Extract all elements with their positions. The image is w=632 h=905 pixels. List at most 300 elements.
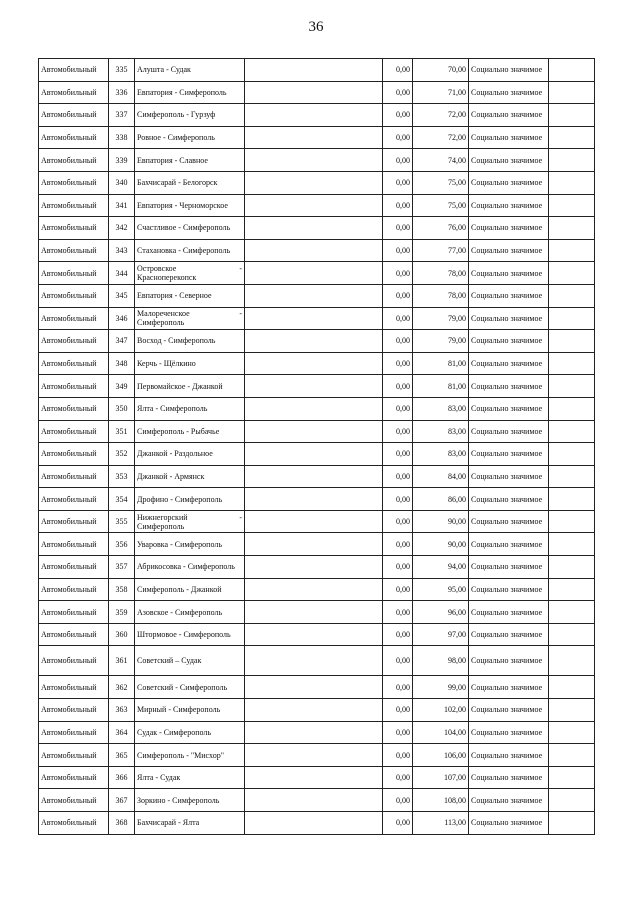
empty-cell (245, 217, 383, 240)
base-fare-cell: 0,00 (383, 766, 413, 789)
table-row (39, 330, 595, 353)
empty-cell (549, 330, 595, 353)
route-name-cell: Стахановка - Симферополь (135, 239, 245, 262)
transport-type-cell: Автомобильный (39, 194, 109, 217)
route-status-cell: Социально значимое (469, 533, 549, 556)
base-fare-cell: 0,00 (383, 789, 413, 812)
base-fare-cell: 0,00 (383, 510, 413, 533)
route-name-cell: Штормовое - Симферополь (135, 623, 245, 646)
empty-cell (549, 646, 595, 676)
empty-cell (245, 397, 383, 420)
transport-type-cell: Автомобильный (39, 510, 109, 533)
table-row (39, 81, 595, 104)
empty-cell (549, 126, 595, 149)
fare-cell: 78,00 (413, 284, 469, 307)
empty-cell (245, 721, 383, 744)
table-row (39, 420, 595, 443)
route-name-cell: Симферополь - Рыбачье (135, 420, 245, 443)
transport-type-cell: Автомобильный (39, 330, 109, 353)
fare-cell: 86,00 (413, 488, 469, 511)
route-name-cell: Судак - Симферополь (135, 721, 245, 744)
base-fare-cell: 0,00 (383, 397, 413, 420)
empty-cell (549, 262, 595, 285)
empty-cell (245, 171, 383, 194)
empty-cell (549, 488, 595, 511)
empty-cell (245, 104, 383, 127)
page-number: 36 (308, 19, 324, 35)
route-status-cell: Социально значимое (469, 397, 549, 420)
route-name-cell: Евпатория - Славное (135, 149, 245, 172)
base-fare-cell: 0,00 (383, 81, 413, 104)
route-number-cell: 366 (109, 766, 135, 789)
empty-cell (245, 744, 383, 767)
table-row (39, 262, 595, 285)
route-name-cell: Первомайское - Джанкой (135, 375, 245, 398)
route-number-cell: 336 (109, 81, 135, 104)
base-fare-cell: 0,00 (383, 533, 413, 556)
route-name-cell (135, 307, 245, 330)
routes-table (38, 58, 595, 835)
transport-type-cell: Автомобильный (39, 488, 109, 511)
transport-type-cell: Автомобильный (39, 646, 109, 676)
transport-type-cell: Автомобильный (39, 789, 109, 812)
table-row (39, 623, 595, 646)
base-fare-cell: 0,00 (383, 578, 413, 601)
empty-cell (245, 533, 383, 556)
route-name-cell: Уваровка - Симферополь (135, 533, 245, 556)
table-row (39, 239, 595, 262)
table-row (39, 126, 595, 149)
route-status-cell: Социально значимое (469, 352, 549, 375)
route-number-cell: 351 (109, 420, 135, 443)
fare-cell: 79,00 (413, 330, 469, 353)
empty-cell (549, 721, 595, 744)
route-name-cell: Восход - Симферополь (135, 330, 245, 353)
fare-cell: 107,00 (413, 766, 469, 789)
table-row (39, 721, 595, 744)
route-number-cell: 339 (109, 149, 135, 172)
transport-type-cell: Автомобильный (39, 59, 109, 82)
fare-cell: 108,00 (413, 789, 469, 812)
route-number-cell: 348 (109, 352, 135, 375)
route-status-cell: Социально значимое (469, 812, 549, 835)
route-status-cell: Социально значимое (469, 646, 549, 676)
empty-cell (245, 307, 383, 330)
fare-cell: 83,00 (413, 443, 469, 466)
empty-cell (549, 623, 595, 646)
empty-cell (549, 766, 595, 789)
route-number-cell: 368 (109, 812, 135, 835)
route-name-cell: Счастливое - Симферополь (135, 217, 245, 240)
route-dash: - (239, 309, 242, 319)
table-row (39, 375, 595, 398)
route-name-cell: Джанкой - Раздольное (135, 443, 245, 466)
route-name-cell: Дрофино - Симферополь (135, 488, 245, 511)
table-row (39, 578, 595, 601)
route-name-cell: Советский – Судак (135, 646, 245, 676)
base-fare-cell: 0,00 (383, 488, 413, 511)
empty-cell (549, 465, 595, 488)
transport-type-cell: Автомобильный (39, 420, 109, 443)
table-row (39, 488, 595, 511)
transport-type-cell: Автомобильный (39, 375, 109, 398)
fare-cell: 78,00 (413, 262, 469, 285)
route-number-cell: 361 (109, 646, 135, 676)
route-number-cell: 342 (109, 217, 135, 240)
route-number-cell: 346 (109, 307, 135, 330)
base-fare-cell: 0,00 (383, 601, 413, 624)
empty-cell (245, 284, 383, 307)
fare-cell: 106,00 (413, 744, 469, 767)
empty-cell (549, 533, 595, 556)
route-name-cell: Евпатория - Северное (135, 284, 245, 307)
empty-cell (245, 352, 383, 375)
base-fare-cell: 0,00 (383, 375, 413, 398)
table-row (39, 744, 595, 767)
fare-cell: 102,00 (413, 699, 469, 722)
base-fare-cell: 0,00 (383, 352, 413, 375)
route-status-cell: Социально значимое (469, 744, 549, 767)
base-fare-cell: 0,00 (383, 59, 413, 82)
transport-type-cell: Автомобильный (39, 721, 109, 744)
empty-cell (549, 601, 595, 624)
route-status-cell: Социально значимое (469, 465, 549, 488)
route-name-cell: Симферополь - Джанкой (135, 578, 245, 601)
route-name-cell: Евпатория - Симферополь (135, 81, 245, 104)
transport-type-cell: Автомобильный (39, 284, 109, 307)
empty-cell (245, 420, 383, 443)
route-number-cell: 341 (109, 194, 135, 217)
route-name-cell: Джанкой - Армянск (135, 465, 245, 488)
route-number-cell: 359 (109, 601, 135, 624)
empty-cell (245, 510, 383, 533)
base-fare-cell: 0,00 (383, 420, 413, 443)
route-status-cell: Социально значимое (469, 284, 549, 307)
transport-type-cell: Автомобильный (39, 397, 109, 420)
route-number-cell: 340 (109, 171, 135, 194)
fare-cell: 84,00 (413, 465, 469, 488)
route-status-cell: Социально значимое (469, 488, 549, 511)
empty-cell (245, 465, 383, 488)
fare-cell: 75,00 (413, 194, 469, 217)
transport-type-cell: Автомобильный (39, 126, 109, 149)
table-row (39, 789, 595, 812)
route-number-cell: 358 (109, 578, 135, 601)
route-name-cell (135, 510, 245, 533)
empty-cell (549, 194, 595, 217)
route-status-cell: Социально значимое (469, 510, 549, 533)
route-name-cell: Бахчисарай - Ялта (135, 812, 245, 835)
table-row (39, 171, 595, 194)
route-name-cell: Керчь - Щёлкино (135, 352, 245, 375)
fare-cell: 90,00 (413, 510, 469, 533)
base-fare-cell: 0,00 (383, 646, 413, 676)
route-number-cell: 354 (109, 488, 135, 511)
route-dash: - (239, 512, 242, 522)
empty-cell (549, 556, 595, 579)
route-name-cell: Ялта - Симферополь (135, 397, 245, 420)
route-status-cell: Социально значимое (469, 375, 549, 398)
base-fare-cell: 0,00 (383, 239, 413, 262)
fare-cell: 76,00 (413, 217, 469, 240)
base-fare-cell: 0,00 (383, 217, 413, 240)
transport-type-cell: Автомобильный (39, 812, 109, 835)
transport-type-cell: Автомобильный (39, 443, 109, 466)
empty-cell (549, 59, 595, 82)
empty-cell (245, 646, 383, 676)
transport-type-cell: Автомобильный (39, 104, 109, 127)
empty-cell (245, 239, 383, 262)
transport-type-cell: Автомобильный (39, 766, 109, 789)
base-fare-cell: 0,00 (383, 699, 413, 722)
route-status-cell: Социально значимое (469, 676, 549, 699)
route-name-cell: Абрикосовка - Симферополь (135, 556, 245, 579)
table-row (39, 284, 595, 307)
route-number-cell: 347 (109, 330, 135, 353)
routes-table-body (39, 59, 595, 835)
route-name-cell: Азовское - Симферополь (135, 601, 245, 624)
table-row (39, 397, 595, 420)
route-status-cell: Социально значимое (469, 578, 549, 601)
route-status-cell: Социально значимое (469, 59, 549, 82)
route-status-cell: Социально значимое (469, 721, 549, 744)
empty-cell (245, 488, 383, 511)
empty-cell (245, 126, 383, 149)
base-fare-cell: 0,00 (383, 284, 413, 307)
empty-cell (549, 812, 595, 835)
route-name-line2: Симферополь (137, 521, 185, 531)
table-row (39, 812, 595, 835)
transport-type-cell: Автомобильный (39, 623, 109, 646)
route-number-cell: 350 (109, 397, 135, 420)
empty-cell (245, 375, 383, 398)
route-number-cell: 356 (109, 533, 135, 556)
route-number-cell: 343 (109, 239, 135, 262)
table-row (39, 646, 595, 676)
empty-cell (549, 149, 595, 172)
fare-cell: 77,00 (413, 239, 469, 262)
route-status-cell: Социально значимое (469, 104, 549, 127)
fare-cell: 83,00 (413, 397, 469, 420)
empty-cell (245, 330, 383, 353)
empty-cell (549, 443, 595, 466)
route-status-cell: Социально значимое (469, 217, 549, 240)
base-fare-cell: 0,00 (383, 194, 413, 217)
transport-type-cell: Автомобильный (39, 217, 109, 240)
empty-cell (245, 812, 383, 835)
fare-cell: 72,00 (413, 104, 469, 127)
empty-cell (549, 171, 595, 194)
route-name-line2: Симферополь (137, 318, 185, 328)
table-row (39, 352, 595, 375)
base-fare-cell: 0,00 (383, 126, 413, 149)
base-fare-cell: 0,00 (383, 443, 413, 466)
route-number-cell: 344 (109, 262, 135, 285)
empty-cell (549, 239, 595, 262)
fare-cell: 113,00 (413, 812, 469, 835)
transport-type-cell: Автомобильный (39, 262, 109, 285)
empty-cell (245, 443, 383, 466)
empty-cell (549, 284, 595, 307)
fare-cell: 75,00 (413, 171, 469, 194)
route-number-cell: 362 (109, 676, 135, 699)
empty-cell (245, 149, 383, 172)
route-number-cell: 365 (109, 744, 135, 767)
route-name-cell: Ровное - Симферополь (135, 126, 245, 149)
route-number-cell: 337 (109, 104, 135, 127)
empty-cell (245, 81, 383, 104)
route-status-cell: Социально значимое (469, 330, 549, 353)
route-number-cell: 367 (109, 789, 135, 812)
empty-cell (549, 578, 595, 601)
empty-cell (549, 104, 595, 127)
base-fare-cell: 0,00 (383, 812, 413, 835)
route-name-cell: Советский - Симферополь (135, 676, 245, 699)
transport-type-cell: Автомобильный (39, 171, 109, 194)
route-status-cell: Социально значимое (469, 239, 549, 262)
route-status-cell: Социально значимое (469, 194, 549, 217)
table-row (39, 556, 595, 579)
fare-cell: 70,00 (413, 59, 469, 82)
table-row (39, 766, 595, 789)
fare-cell: 94,00 (413, 556, 469, 579)
route-name-cell: Зоркино - Симферополь (135, 789, 245, 812)
route-number-cell: 355 (109, 510, 135, 533)
route-status-cell: Социально значимое (469, 420, 549, 443)
route-name-cell: Симферополь - Гурзуф (135, 104, 245, 127)
empty-cell (245, 556, 383, 579)
empty-cell (245, 59, 383, 82)
table-row (39, 217, 595, 240)
empty-cell (549, 676, 595, 699)
table-row (39, 533, 595, 556)
route-status-cell: Социально значимое (469, 262, 549, 285)
route-number-cell: 352 (109, 443, 135, 466)
empty-cell (549, 397, 595, 420)
fare-cell: 83,00 (413, 420, 469, 443)
fare-cell: 71,00 (413, 81, 469, 104)
empty-cell (245, 676, 383, 699)
empty-cell (549, 420, 595, 443)
route-number-cell: 353 (109, 465, 135, 488)
route-number-cell: 335 (109, 59, 135, 82)
route-status-cell: Социально значимое (469, 443, 549, 466)
route-dash: - (239, 264, 242, 274)
transport-type-cell: Автомобильный (39, 81, 109, 104)
transport-type-cell: Автомобильный (39, 239, 109, 262)
table-row (39, 510, 595, 533)
empty-cell (549, 375, 595, 398)
route-name-cell: Алушта - Судак (135, 59, 245, 82)
route-status-cell: Социально значимое (469, 766, 549, 789)
empty-cell (245, 601, 383, 624)
transport-type-cell: Автомобильный (39, 149, 109, 172)
fare-cell: 99,00 (413, 676, 469, 699)
base-fare-cell: 0,00 (383, 744, 413, 767)
base-fare-cell: 0,00 (383, 676, 413, 699)
route-name-line1: Нижнегорский (137, 512, 188, 522)
transport-type-cell: Автомобильный (39, 307, 109, 330)
table-row (39, 59, 595, 82)
fare-cell: 81,00 (413, 352, 469, 375)
route-name-line1: Малореченское (137, 309, 190, 319)
route-status-cell: Социально значимое (469, 556, 549, 579)
empty-cell (245, 578, 383, 601)
base-fare-cell: 0,00 (383, 104, 413, 127)
route-status-cell: Социально значимое (469, 601, 549, 624)
transport-type-cell: Автомобильный (39, 465, 109, 488)
route-status-cell: Социально значимое (469, 81, 549, 104)
transport-type-cell: Автомобильный (39, 676, 109, 699)
route-number-cell: 338 (109, 126, 135, 149)
empty-cell (245, 262, 383, 285)
base-fare-cell: 0,00 (383, 330, 413, 353)
route-status-cell: Социально значимое (469, 126, 549, 149)
transport-type-cell: Автомобильный (39, 744, 109, 767)
fare-cell: 81,00 (413, 375, 469, 398)
transport-type-cell: Автомобильный (39, 556, 109, 579)
fare-cell: 95,00 (413, 578, 469, 601)
empty-cell (245, 699, 383, 722)
route-status-cell: Социально значимое (469, 171, 549, 194)
route-status-cell: Социально значимое (469, 699, 549, 722)
route-name-cell: Симферополь - "Мисхор" (135, 744, 245, 767)
base-fare-cell: 0,00 (383, 623, 413, 646)
table-row (39, 307, 595, 330)
fare-cell: 74,00 (413, 149, 469, 172)
table-row (39, 676, 595, 699)
empty-cell (549, 744, 595, 767)
table-row (39, 149, 595, 172)
route-status-cell: Социально значимое (469, 307, 549, 330)
route-number-cell: 345 (109, 284, 135, 307)
transport-type-cell: Автомобильный (39, 533, 109, 556)
route-name-cell: Евпатория - Черноморское (135, 194, 245, 217)
fare-cell: 79,00 (413, 307, 469, 330)
route-number-cell: 357 (109, 556, 135, 579)
base-fare-cell: 0,00 (383, 556, 413, 579)
route-number-cell: 363 (109, 699, 135, 722)
empty-cell (245, 789, 383, 812)
route-name-line2: Красноперекопск (137, 273, 197, 283)
route-number-cell: 349 (109, 375, 135, 398)
transport-type-cell: Автомобильный (39, 352, 109, 375)
base-fare-cell: 0,00 (383, 721, 413, 744)
table-row (39, 104, 595, 127)
route-status-cell: Социально значимое (469, 623, 549, 646)
route-name-line1: Островское (137, 264, 177, 274)
empty-cell (549, 81, 595, 104)
route-name-cell (135, 262, 245, 285)
empty-cell (549, 510, 595, 533)
fare-cell: 104,00 (413, 721, 469, 744)
fare-cell: 98,00 (413, 646, 469, 676)
empty-cell (549, 352, 595, 375)
route-number-cell: 360 (109, 623, 135, 646)
route-name-cell: Бахчисарай - Белогорск (135, 171, 245, 194)
empty-cell (549, 307, 595, 330)
transport-type-cell: Автомобильный (39, 601, 109, 624)
table-row (39, 601, 595, 624)
base-fare-cell: 0,00 (383, 262, 413, 285)
table-row (39, 465, 595, 488)
fare-cell: 90,00 (413, 533, 469, 556)
route-status-cell: Социально значимое (469, 149, 549, 172)
fare-cell: 97,00 (413, 623, 469, 646)
base-fare-cell: 0,00 (383, 149, 413, 172)
transport-type-cell: Автомобильный (39, 578, 109, 601)
table-row (39, 443, 595, 466)
